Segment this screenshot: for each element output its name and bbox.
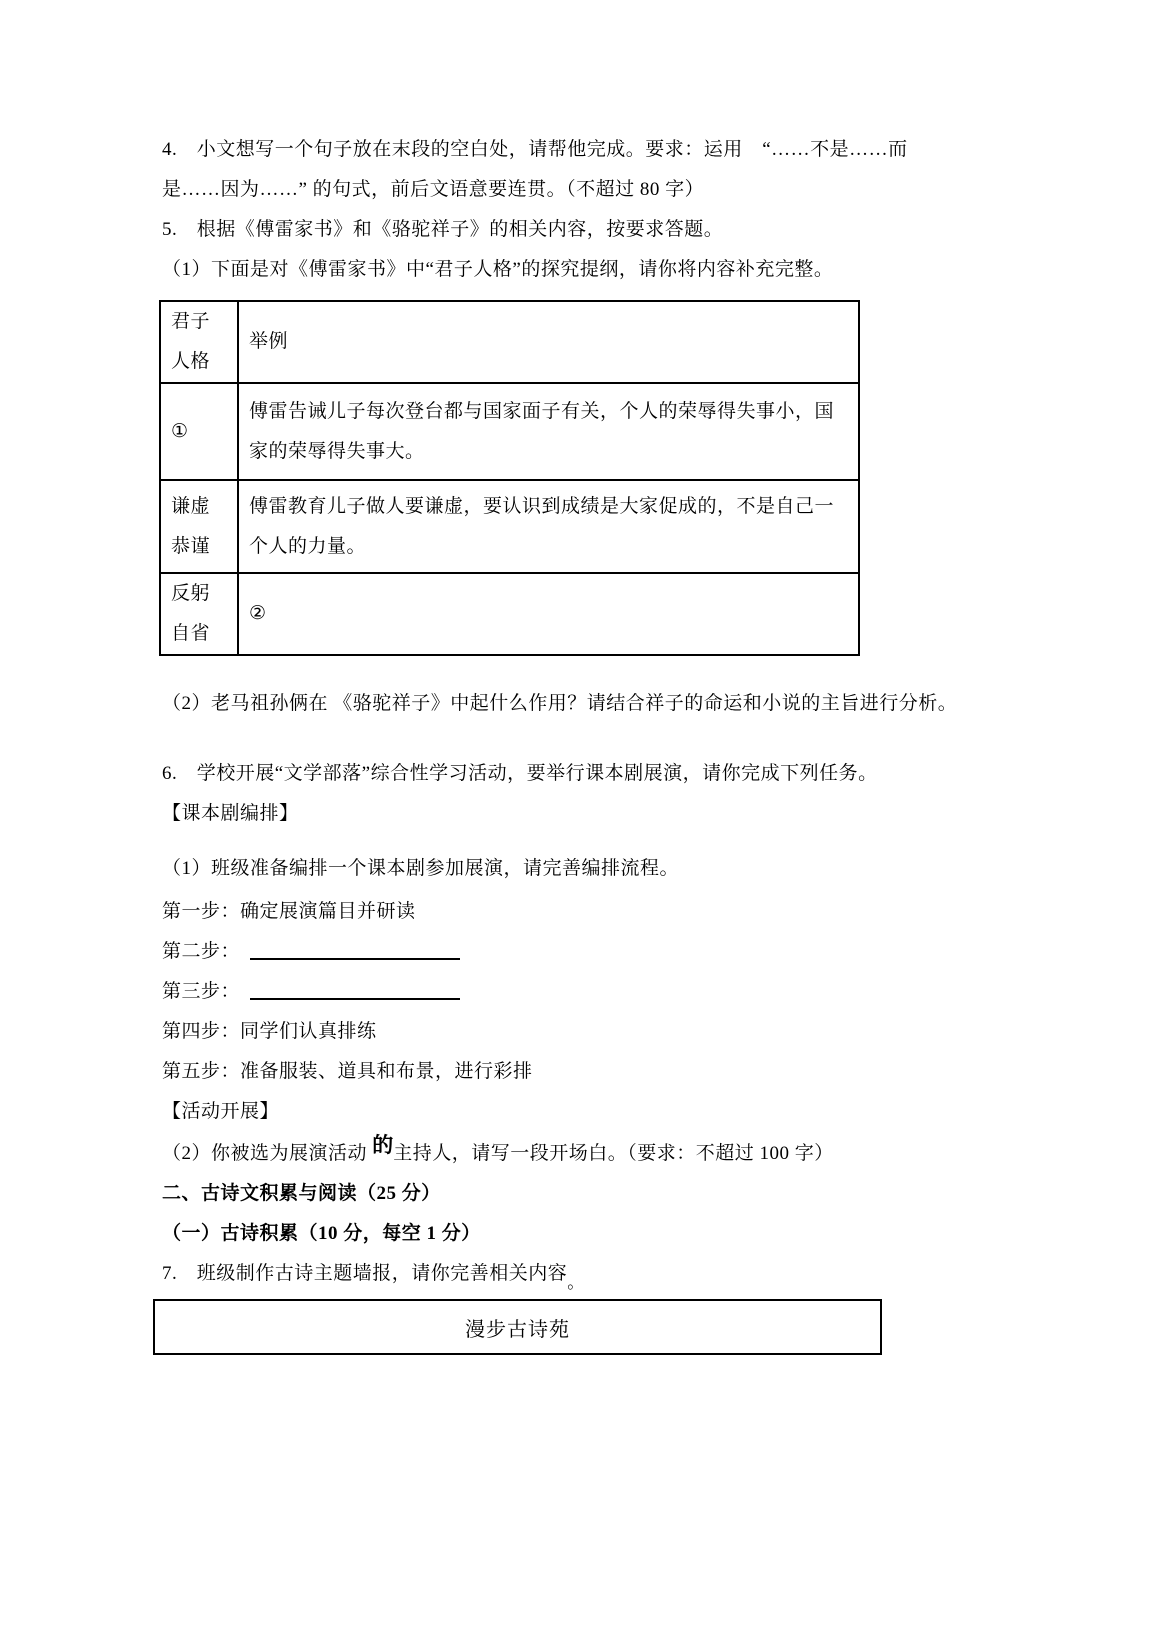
question-6-part1: （1）班级准备编排一个课本剧参加展演，请完善编排流程。 xyxy=(162,858,680,879)
table-row xyxy=(160,383,859,480)
section-tag-drama-arrangement: 【课本剧编排】 xyxy=(162,803,299,824)
question-6-part2-de: 的 xyxy=(372,1133,394,1157)
question-7-intro xyxy=(162,1254,1007,1294)
table-row xyxy=(160,480,859,573)
step-4-text: 第四步：同学们认真排练 xyxy=(162,1021,377,1042)
step-2-blank-line xyxy=(250,936,460,960)
question-7-period: 。 xyxy=(567,1273,585,1292)
question-5-part2: （2）老马祖孙俩在 《骆驼祥子》中起什么作用？请结合祥子的命运和小说的主旨进行分析。 xyxy=(162,693,958,714)
poem-wall-title: 漫步古诗苑 xyxy=(465,1318,570,1341)
question-5-part1: （1）下面是对《傅雷家书》中“君子人格”的探究提纲，请你将内容补充完整。 xyxy=(162,259,834,280)
step-5 xyxy=(162,1052,1007,1092)
section-2-subtitle: （一）古诗积累（10 分，每空 1 分） xyxy=(162,1223,481,1244)
step-1 xyxy=(162,892,1007,932)
step-3-blank-line xyxy=(250,976,460,1000)
step-2 xyxy=(162,932,1007,972)
table-cell-example-1: 傅雷告诫儿子每次登台都与国家面子有关，个人的荣辱得失事小，国家的荣辱得失事大。 xyxy=(238,383,859,480)
question-6-intro: 6. 学校开展“文学部落”综合性学习活动，要举行课本剧展演，请你完成下列任务。 xyxy=(162,763,878,784)
step-1-text: 第一步：确定展演篇目并研读 xyxy=(162,901,416,922)
poem-wall-box xyxy=(153,1299,882,1355)
step-2-label: 第二步： xyxy=(162,941,241,962)
step-5-text: 第五步：准备服装、道具和布景，进行彩排 xyxy=(162,1061,533,1082)
step-3 xyxy=(162,972,1007,1012)
table-cell-trait-1: ① xyxy=(160,383,238,480)
section-2-title: 二、古诗文积累与阅读（25 分） xyxy=(162,1183,441,1204)
step-4 xyxy=(162,1012,1007,1052)
table-cell-example-2: 傅雷教育儿子做人要谦虚，要认识到成绩是大家促成的，不是自己一个人的力量。 xyxy=(238,480,859,573)
question-5-intro: 5. 根据《傅雷家书》和《骆驼祥子》的相关内容，按要求答题。 xyxy=(162,219,724,240)
table-cell-trait-2: 谦虚恭谨 xyxy=(160,480,238,573)
table-row xyxy=(160,573,859,655)
question-4-line-2: 是……因为……” 的句式，前后文语意要连贯。（不超过 80 字） xyxy=(162,179,705,200)
table-header-row xyxy=(160,301,859,383)
table-cell-trait-3: 反躬自省 xyxy=(160,573,238,655)
table-header-example: 举例 xyxy=(238,301,859,383)
document-content xyxy=(162,0,1007,1355)
question-6-part2-suffix: 主持人，请写一段开场白。（要求：不超过 100 字） xyxy=(393,1143,834,1164)
step-3-label: 第三步： xyxy=(162,981,241,1002)
table-cell-example-3: ② xyxy=(238,573,859,655)
question-7-text: 7. 班级制作古诗主题墙报，请你完善相关内容 xyxy=(162,1263,568,1284)
question-6-part2 xyxy=(162,1132,1007,1174)
table-header-trait: 君子人格 xyxy=(160,301,238,383)
question-6-part2-prefix: （2）你被选为展演活动 xyxy=(162,1143,373,1164)
section-tag-activity: 【活动开展】 xyxy=(162,1101,280,1122)
junzi-personality-table xyxy=(159,300,860,656)
question-4-line-1: 4. 小文想写一个句子放在末段的空白处，请帮他完成。要求：运用 “……不是……而 xyxy=(162,139,908,160)
